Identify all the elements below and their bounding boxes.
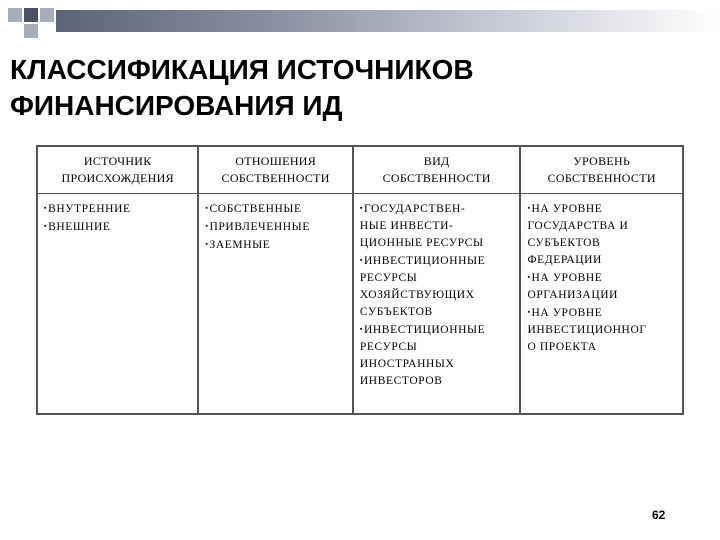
header-text: ВИД [423,154,450,168]
column-origin-source [37,194,198,415]
list-item: ▪ НА УРОВНЕ ИНВЕСТИЦИОННОГ О ПРОЕКТА [527,304,678,356]
list-item: ▪ ИНВЕСТИЦИОННЫЕ РЕСУРСЫ ХОЗЯЙСТВУЮЩИХ СУБЪЕКТОВ [360,252,516,321]
header-text: СОБСТВЕННОСТИ [221,171,330,185]
header-text: УРОВЕНЬ [573,154,631,168]
list-item: ▪ НА УРОВНЕ ОРГАНИЗАЦИИ [527,269,678,304]
slide-title [10,52,710,124]
title-line-1: КЛАССИФИКАЦИЯ ИСТОЧНИКОВ [10,54,474,85]
column-ownership-type [353,194,521,415]
list-item: ▪ ПРИВЛЕЧЕННЫЕ [205,218,347,236]
header-text: СОБСТВЕННОСТИ [382,171,491,185]
list-item: ▪ ГОСУДАРСТВЕН- НЫЕ ИНВЕСТИ- ЦИОННЫЕ РЕСУРСЫ [360,200,516,252]
header-ownership-level [520,146,683,194]
header-text: ИСТОЧНИК [83,154,152,168]
header-origin-source [37,146,198,194]
decorative-squares [0,0,56,44]
list-item: ▪ ЗАЕМНЫЕ [205,236,347,254]
header-ownership-type [353,146,521,194]
title-line-2: ФИНАНСИРОВАНИЯ ИД [10,90,343,121]
table-body-row [37,194,683,415]
list-item: ▪ НА УРОВНЕ ГОСУДАРСТВА И СУБЪЕКТОВ ФЕДЕРАЦИИ [527,200,678,269]
header-text: ОТНОШЕНИЯ [235,154,317,168]
header-text: ПРОИСХОЖДЕНИЯ [61,171,174,185]
list-item: ▪ СОБСТВЕННЫЕ [205,200,347,218]
list-item: ▪ ИНВЕСТИЦИОННЫЕ РЕСУРСЫ ИНОСТРАННЫХ ИНВЕСТОРОВ [360,321,516,390]
column-ownership-level [520,194,683,415]
header-text: СОБСТВЕННОСТИ [547,171,656,185]
list-item: ▪ ВНЕШНИЕ [44,218,193,236]
page-number: 62 [652,508,666,522]
header-ownership-relations [198,146,352,194]
header-gradient-bar [56,10,720,32]
list-item: ▪ ВНУТРЕННИЕ [44,200,193,218]
classification-table [36,145,684,415]
column-ownership-relations [198,194,352,415]
table-header-row [37,146,683,194]
